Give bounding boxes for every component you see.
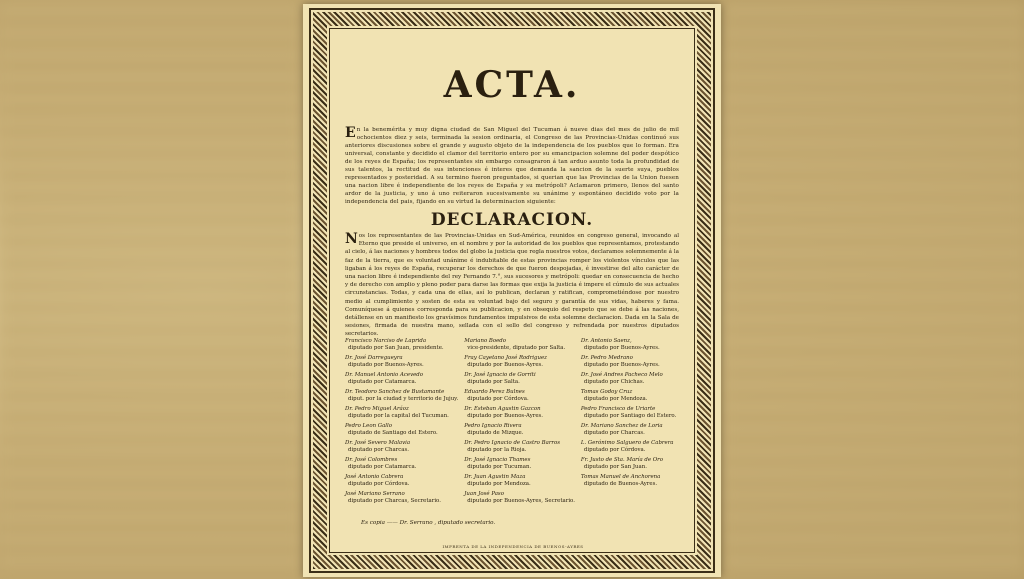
declaration-text: os los representantes de las Provincias-Unidas en Sud-América, reunidos en congreso general, invocando al Eterno que preside el universo, en el nombre y por la autoridad de los pueblos que representamos, protestando al cielo, á las naciones y hombres todos del globo la justicia que regla nuestros votos, declaramos solemnemente á la faz de la tierra, que es voluntad unánime é indubitable de estas provincias romper los violentos vínculos que las ligaban á los reyes de España, recuperar los derechos de que fueron despojadas, é investirse del alto carácter de una nacion libre é independiente del rey Fernando 7.°, sus sucesores y metrópoli: quedar en consecuencia de hecho y de derecho con amplio y pleno poder para darse las formas que exija la justicia é impere el cúmulo de sus actuales circunstancias. Todas, y cada una de ellas, así lo publican, declaran y ratifican, comprometiéndose por nuestro medio al cumplimiento y sosten de esta su voluntad bajo del seguro y garantía de sus vidas, haberes y fama. Comuníquese á quienes corresponda para su publicacion, y en obsequio del respeto que se debe á las naciones, detállense en un manifiesto los gravísimos fundamentos impulsivos de esta solemne declaracion. Dada en la Sala de sesiones, firmada de nuestra mano, sellada con el sello del congreso y refrendada por nuestros diputados secretarios.: [345, 233, 679, 338]
signatory-name: Eduardo Perez Bulnes: [464, 389, 525, 395]
signature-block: [581, 474, 685, 488]
signatory-role: diputado de Buenos-Ayres.: [583, 481, 658, 487]
signatory-name: Tomas Godoy Cruz: [580, 389, 633, 395]
signature-block: [464, 491, 575, 505]
signatory-name: Dr. Manuel Antonio Acevedo: [345, 372, 424, 378]
signatory-name: Dr. José Ignacio Thames: [464, 457, 531, 463]
background-blur-left: [0, 0, 300, 579]
signature-block: [581, 372, 685, 386]
signature-block: [345, 457, 458, 471]
signature-block: [464, 355, 575, 369]
signature-block: [464, 406, 575, 420]
signatory-name: Pedro Ignacio Rivera: [464, 423, 522, 429]
signatory-role: diputado por Mendoza.: [583, 396, 648, 402]
signatory-name: Dr. Esteban Agustin Gazcon: [464, 406, 541, 412]
signatory-role: diputado por Buenos-Ayres.: [467, 362, 543, 368]
signatory-name: Dr. Pedro Medrano: [580, 355, 633, 361]
intro-text: n la benemérita y muy digna ciudad de San Miguel del Tucuman á nueve dias del mes de julio de mil ochocientos diez y seis, terminada la sesion ordinaria, el Congreso de las Provincias-Unidas continuó sus anteriores discusiones sobre el grande y augusto objeto de la independencia de los pueblos que lo forman. Era universal, constante y decidido el clamor del territorio entero por su emancipacion solemne del poder despótico de los reyes de España; los representantes sin embargo consagraron á tan arduo asunto toda la profundidad de sus talentos, la rectitud de sus intenciones é interes que demanda la sancion de la suerte suya, pueblos representados y posteridad. A su termino fueron preguntados, si querian que las Provincias de la Union fuesen una nacion libre é independiente de los reyes de España y su metrópoli? Aclamaron primero, llenos del santo ardor de la justicia, y uno á uno reiteraron sucesivamente su unánime y espontáneo decidido voto por la independencia del pais, fijando en su virtud la determinacion siguiente:: [345, 127, 679, 205]
signatory-role: diputado por Tucuman.: [467, 464, 532, 470]
signatory-role: diputado por la Rioja.: [467, 447, 527, 453]
signature-block: [581, 338, 685, 352]
signatory-name: Francisco Narciso de Laprida: [345, 338, 427, 344]
signatory-name: Tomas Manuel de Anchorena: [580, 474, 661, 480]
signatory-role: diputado por Charcas.: [348, 447, 409, 453]
signature-block: [345, 491, 458, 505]
signatory-role: vice-presidente, diputado por Salta.: [467, 345, 566, 351]
signatory-role: diputado de Santiago del Estero.: [348, 430, 438, 436]
signatory-role: diputado por Catamarca.: [348, 379, 417, 385]
signatory-name: Dr. Pedro Ignacio de Castro Barros: [464, 440, 560, 446]
signatory-name: Dr. José Darregueyra: [345, 355, 403, 361]
signatory-role: diputado por San Juan, presidente.: [348, 345, 444, 351]
document-page: [303, 4, 721, 577]
signature-block: [345, 406, 458, 420]
signatory-role: diputado por Buenos-Ayres.: [467, 413, 543, 419]
signatory-name: Mariano Boedo: [464, 338, 506, 344]
signatory-role: diputado por Salta.: [467, 379, 520, 385]
signatory-role: diputado por Córdova.: [348, 481, 410, 487]
signature-block: [581, 440, 685, 454]
signatory-name: Juan José Paso: [464, 491, 504, 497]
signatory-name: Dr. Juan Agustin Maza: [464, 474, 526, 480]
declaration-dropcap: N: [345, 232, 358, 247]
signatory-role: diputado por San Juan.: [583, 464, 647, 470]
signatory-name: Pedro Francisco de Uriarte: [580, 406, 656, 412]
signatory-role: diputado por Buenos-Ayres.: [348, 362, 424, 368]
signatory-role: diputado por Charcas.: [583, 430, 645, 436]
signatory-name: José Mariano Serrano: [345, 491, 405, 497]
signatory-role: diput. por la ciudad y territorio de Jujuy.: [348, 396, 459, 402]
signatory-role: diputado por Buenos-Ayres.: [583, 345, 660, 351]
signatory-name: Dr. José Ignacio de Gorriti: [464, 372, 536, 378]
signatory-name: Dr. Antonio Saenz,: [580, 338, 632, 344]
signature-block: [464, 440, 575, 454]
signatory-name: Fr. Justo de Sta. María de Oro: [580, 457, 664, 463]
signatory-role: diputado por Santiago del Estero.: [583, 413, 677, 419]
signatory-name: Dr. Mariano Sanchez de Loria: [580, 423, 663, 429]
signature-block: [345, 389, 458, 403]
signatory-name: Pedro Leon Gallo: [345, 423, 392, 429]
declaration-paragraph: [345, 232, 679, 342]
signature-block: [464, 338, 575, 352]
signature-block: [464, 457, 575, 471]
declaration-heading: DECLARACION.: [430, 210, 594, 230]
signatory-role: diputado por Catamarca.: [348, 464, 417, 470]
signature-block: [464, 474, 575, 488]
signatory-role: diputado por Córdova.: [583, 447, 646, 453]
signatory-role: diputado por Buenos-Ayres.: [583, 362, 660, 368]
signature-block: [345, 474, 458, 488]
signature-block: [345, 355, 458, 369]
signature-block: [581, 389, 685, 403]
document-title: ACTA.: [443, 64, 581, 106]
signature-block: [345, 372, 458, 386]
signatures-grid: [345, 338, 685, 505]
signature-block: [345, 338, 458, 352]
signature-block: [581, 406, 685, 420]
signature-block: [464, 423, 575, 437]
printer-imprint: IMPRENTA DE LA INDEPENDENCIA DE BUENOS-AYRES: [442, 544, 584, 549]
signature-block: [345, 440, 458, 454]
signatory-role: diputado por Buenos-Ayres, Secretario.: [467, 498, 575, 504]
signatory-role: diputado por Córdova.: [467, 396, 529, 402]
signatory-name: Dr. Pedro Miguel Aráoz: [345, 406, 409, 412]
signatory-name: Dr. José Andres Pacheco Melo: [580, 372, 663, 378]
signature-block: [581, 355, 685, 369]
signatory-role: diputado de Mizque.: [467, 430, 524, 436]
signature-block: [464, 372, 575, 386]
signatory-name: Dr. José Severo Malavia: [345, 440, 411, 446]
background-blur-right: [724, 0, 1024, 579]
signature-block: [345, 423, 458, 437]
signatory-name: L. Gerónimo Salguero de Cabrera: [580, 440, 674, 446]
signatory-name: Dr. José Colombres: [345, 457, 398, 463]
intro-dropcap: E: [345, 126, 356, 141]
signature-block: [581, 423, 685, 437]
document-content: [337, 34, 687, 544]
signatory-role: diputado por Chichas.: [583, 379, 645, 385]
signatory-name: Fray Cayetano José Rodriguez: [464, 355, 547, 361]
signature-block: [581, 457, 685, 471]
signatory-role: diputado por Charcas, Secretario.: [348, 498, 441, 504]
signature-block: [464, 389, 575, 403]
signatory-name: José Antonio Cabrera: [345, 474, 404, 480]
signatory-name: Dr. Teodoro Sanchez de Bustamante: [345, 389, 445, 395]
signatory-role: diputado por la capital del Tucuman.: [348, 413, 449, 419]
signatory-role: diputado por Mendoza.: [467, 481, 531, 487]
certification-line: Es copia —— Dr. Serrano , diputado secretario.: [361, 520, 496, 526]
